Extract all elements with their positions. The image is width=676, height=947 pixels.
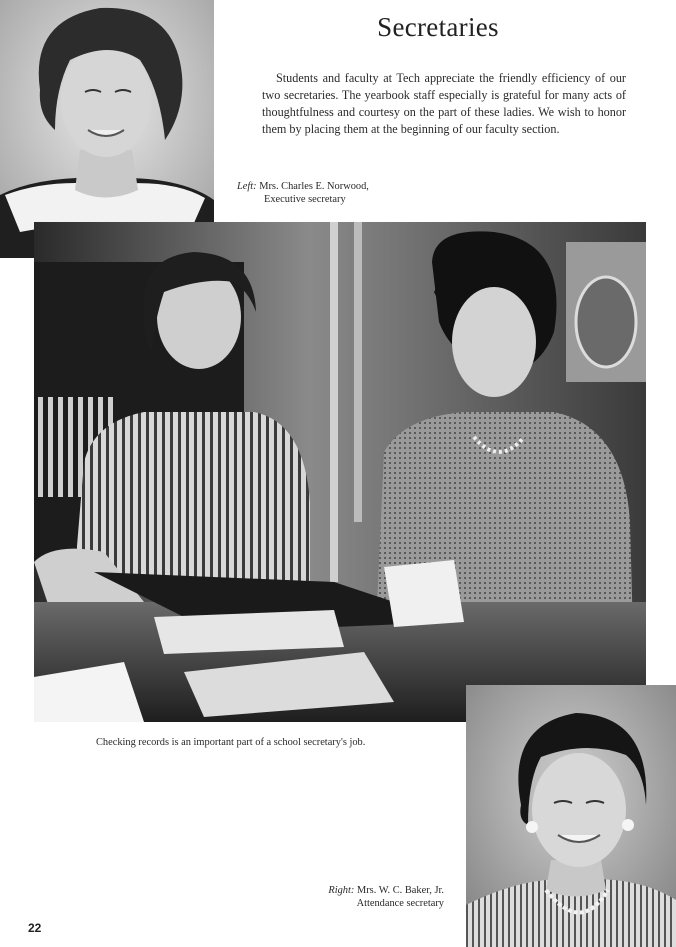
page-number: 22 <box>28 921 42 935</box>
page-title: Secretaries <box>377 12 499 42</box>
caption-left-role: Executive secretary <box>264 194 346 205</box>
caption-left-name: Mrs. Charles E. Norwood, <box>259 181 369 192</box>
group-photo <box>34 222 646 722</box>
caption-right <box>318 884 444 910</box>
caption-right-role: Attendance secretary <box>356 898 444 909</box>
caption-right-name: Mrs. W. C. Baker, Jr. <box>356 885 444 896</box>
caption-right-label: Right: <box>328 885 355 896</box>
caption-left-label: Left: <box>237 181 257 192</box>
caption-left <box>237 180 369 206</box>
caption-center: Checking records is an important part of a school secretary's job. <box>96 737 366 748</box>
portrait-photo-right <box>466 685 676 947</box>
intro-paragraph: Students and faculty at Tech appreciate the friendly efficiency of our two secretaries. The yearbook staff especially is grateful for many acts of thoughtfulness and courtesy on the part of these ladies. We wish to honor them by placing them at the beginning of our faculty section. <box>262 71 626 136</box>
